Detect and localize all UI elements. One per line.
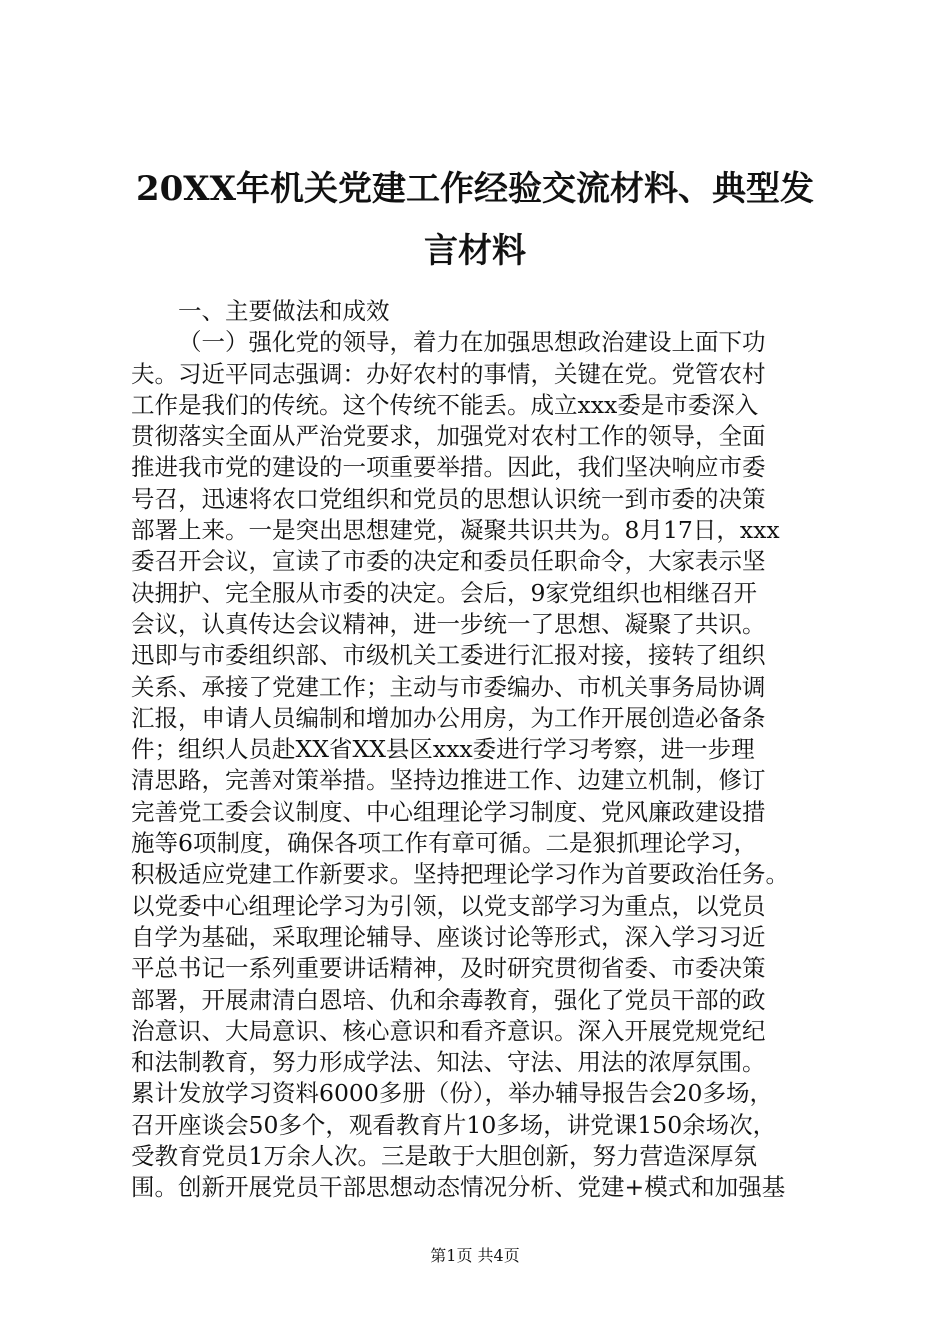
body-line: 推进我市党的建设的一项重要举措。因此，我们坚决响应市委	[131, 453, 766, 482]
body-line: 累计发放学习资料6000多册（份），举办辅导报告会20多场，	[131, 1079, 773, 1108]
body-line: 围。创新开展党员干部思想动态情况分析、党建+模式和加强基	[131, 1173, 786, 1202]
body-line: 关系、承接了党建工作；主动与市委编办、市机关事务局协调	[131, 672, 766, 701]
body-line: 决拥护、完全服从市委的决定。会后，9家党组织也相继召开	[131, 578, 757, 607]
body-line: 施等6项制度，确保各项工作有章可循。二是狠抓理论学习，	[131, 829, 757, 858]
page-number-footer: 第1页 共4页	[430, 1246, 520, 1265]
body-line: 和法制教育，努力形成学法、知法、守法、用法的浓厚氛围。	[131, 1048, 766, 1077]
body-line: 完善党工委会议制度、中心组理论学习制度、党风廉政建设措	[131, 797, 766, 826]
body-line: 平总书记一系列重要讲话精神，及时研究贯彻省委、市委决策	[131, 954, 766, 983]
title-line: 20XX年机关党建工作经验交流材料、典型发	[135, 169, 815, 209]
body-line: 委召开会议，宣读了市委的决定和委员任职命令，大家表示坚	[131, 547, 766, 576]
body-line: 受教育党员1万余人次。三是敢于大胆创新，努力营造深厚氛	[131, 1142, 757, 1171]
body-line: （一）强化党的领导，着力在加强思想政治建设上面下功	[178, 328, 766, 357]
title-line: 言材料	[424, 231, 526, 271]
section-heading: 一、主要做法和成效	[178, 297, 390, 325]
document-body	[131, 296, 831, 1204]
body-line: 号召，迅速将农口党组织和党员的思想认识统一到市委的决策	[131, 484, 766, 513]
body-line: 件；组织人员赴XX省XX县区xxx委进行学习考察，进一步理	[131, 735, 755, 764]
body-line: 汇报，申请人员编制和增加办公用房，为工作开展创造必备条	[131, 703, 766, 732]
body-line: 积极适应党建工作新要求。坚持把理论学习作为首要政治任务。	[131, 860, 789, 889]
body-line: 夫。习近平同志强调：办好农村的事情，关键在党。党管农村	[131, 359, 766, 388]
body-line: 召开座谈会50多个，观看教育片10多场，讲党课150余场次，	[131, 1110, 777, 1139]
body-line: 治意识、大局意识、核心意识和看齐意识。深入开展党规党纪	[131, 1016, 766, 1045]
body-line: 工作是我们的传统。这个传统不能丢。成立xxx委是市委深入	[131, 390, 759, 419]
body-line: 会议，认真传达会议精神，进一步统一了思想、凝聚了共识。	[131, 609, 766, 638]
document-title	[120, 158, 830, 282]
body-line: 部署，开展肃清白恩培、仇和余毒教育，强化了党员干部的政	[131, 985, 766, 1014]
body-line: 贯彻落实全面从严治党要求，加强党对农村工作的领导，全面	[131, 422, 766, 451]
body-line: 迅即与市委组织部、市级机关工委进行汇报对接，接转了组织	[131, 641, 766, 670]
body-line: 清思路，完善对策举措。坚持边推进工作、边建立机制，修订	[131, 766, 766, 795]
body-line: 自学为基础，采取理论辅导、座谈讨论等形式，深入学习习近	[131, 922, 766, 951]
body-line: 部署上来。一是突出思想建党，凝聚共识共为。8月17日，xxx	[131, 516, 780, 545]
body-line: 以党委中心组理论学习为引领，以党支部学习为重点，以党员	[131, 891, 766, 920]
